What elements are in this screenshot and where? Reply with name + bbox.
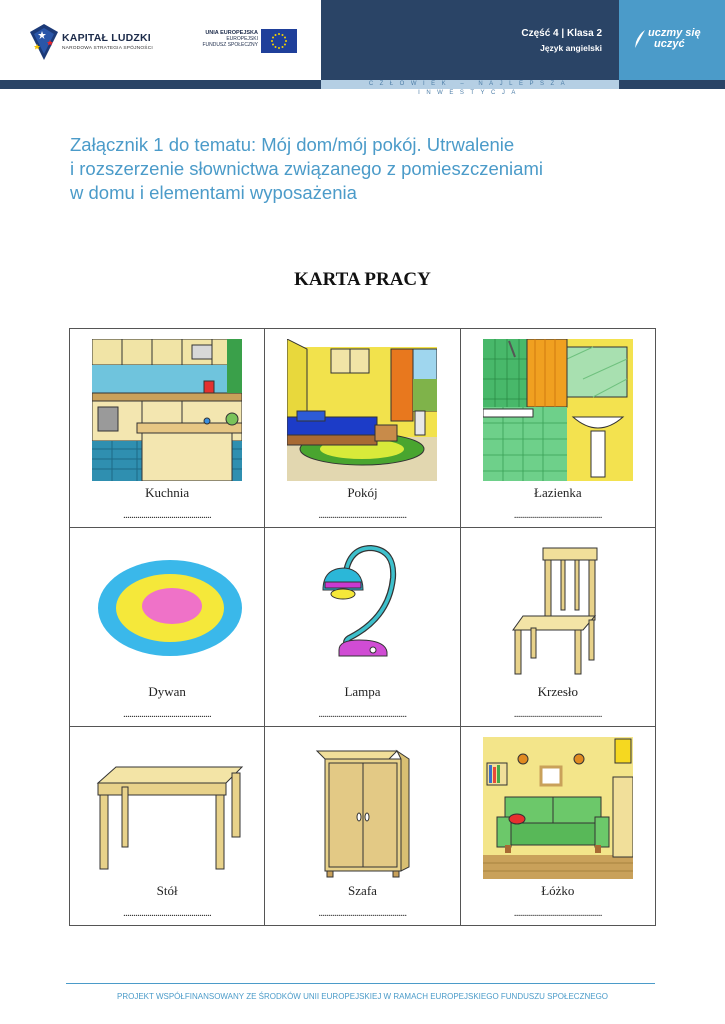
answer-line[interactable]: ............................................ <box>318 709 407 720</box>
card-chair <box>460 528 655 727</box>
footer-divider <box>66 983 655 984</box>
card-lamp <box>265 528 460 727</box>
brand-line2: uczyć <box>654 38 685 50</box>
card-label: Kuchnia <box>145 485 190 500</box>
header-middle-panel <box>321 0 619 80</box>
answer-line[interactable]: ............................................ <box>513 908 602 919</box>
card-bathroom <box>460 329 655 528</box>
heading-line2: i rozszerzenie słownictwa związanego z pomieszczeniami <box>70 158 543 179</box>
answer-line[interactable]: ............................................ <box>513 709 602 720</box>
eu-flag-icon <box>261 29 297 53</box>
card-table <box>70 727 265 926</box>
answer-line[interactable]: ............................................ <box>513 510 602 521</box>
answer-line[interactable]: ............................................ <box>318 908 407 919</box>
eu-line3: FUNDUSZ SPOŁECZNY <box>202 42 258 48</box>
kitchen-picture-icon <box>92 339 242 481</box>
card-rug <box>70 528 265 727</box>
card-label: Łazienka <box>534 485 582 500</box>
card-label: Lampa <box>344 684 381 699</box>
page-heading <box>70 133 670 205</box>
card-kitchen <box>70 329 265 528</box>
footer-text: PROJEKT WSPÓŁFINANSOWANY ZE ŚRODKÓW UNII EUROPEJSKIEJ W RAMACH EUROPEJSKIEGO FUNDUSZU SPOŁECZNEGO <box>116 992 609 1001</box>
brand-line1: uczmy się <box>648 27 701 39</box>
logo-title: KAPITAŁ LUDZKI <box>62 32 151 44</box>
eu-line1: UNIA EUROPEJSKA <box>205 30 258 36</box>
sofa-room-picture-icon <box>483 737 633 879</box>
worksheet-grid <box>69 328 656 926</box>
rug-picture-icon <box>82 538 252 680</box>
brand-logo <box>638 28 718 50</box>
motto-text: CZŁOWIEK – NAJLEPSZA INWESTYCJA <box>368 81 572 96</box>
card-room <box>265 329 460 528</box>
card-wardrobe <box>265 727 460 926</box>
subject-label: Język angielski <box>540 43 602 53</box>
bedroom-picture-icon <box>287 339 437 481</box>
answer-line[interactable]: ............................................ <box>123 709 212 720</box>
lamp-picture-icon <box>287 538 437 680</box>
eu-line2: EUROPEJSKI <box>226 36 258 42</box>
heading-line3: w domu i elementami wyposażenia <box>70 182 357 203</box>
card-label: Dywan <box>148 684 186 699</box>
table-picture-icon <box>84 737 250 879</box>
kapital-ludzki-logo-icon <box>28 22 60 62</box>
chair-picture-icon <box>483 538 633 680</box>
heading-line1: Załącznik 1 do tematu: Mój dom/mój pokój. Utrwalenie <box>70 134 515 155</box>
part-class-label: Część 4 | Klasa 2 <box>521 28 602 39</box>
answer-line[interactable]: ............................................ <box>123 510 212 521</box>
wardrobe-picture-icon <box>287 737 437 879</box>
card-bed <box>460 727 655 926</box>
card-label: Krzesło <box>537 684 579 699</box>
answer-line[interactable]: ............................................ <box>123 908 212 919</box>
bathroom-picture-icon <box>483 339 633 481</box>
eu-text <box>200 30 258 48</box>
logo-subtitle: NARODOWA STRATEGIA SPÓJNOŚCI <box>62 46 153 51</box>
card-label: Łóżko <box>541 883 575 898</box>
card-label: Pokój <box>347 485 378 500</box>
card-label: Szafa <box>348 883 377 898</box>
answer-line[interactable]: ............................................ <box>318 510 407 521</box>
worksheet-title: KARTA PRACY <box>294 269 431 290</box>
card-label: Stół <box>156 883 178 898</box>
